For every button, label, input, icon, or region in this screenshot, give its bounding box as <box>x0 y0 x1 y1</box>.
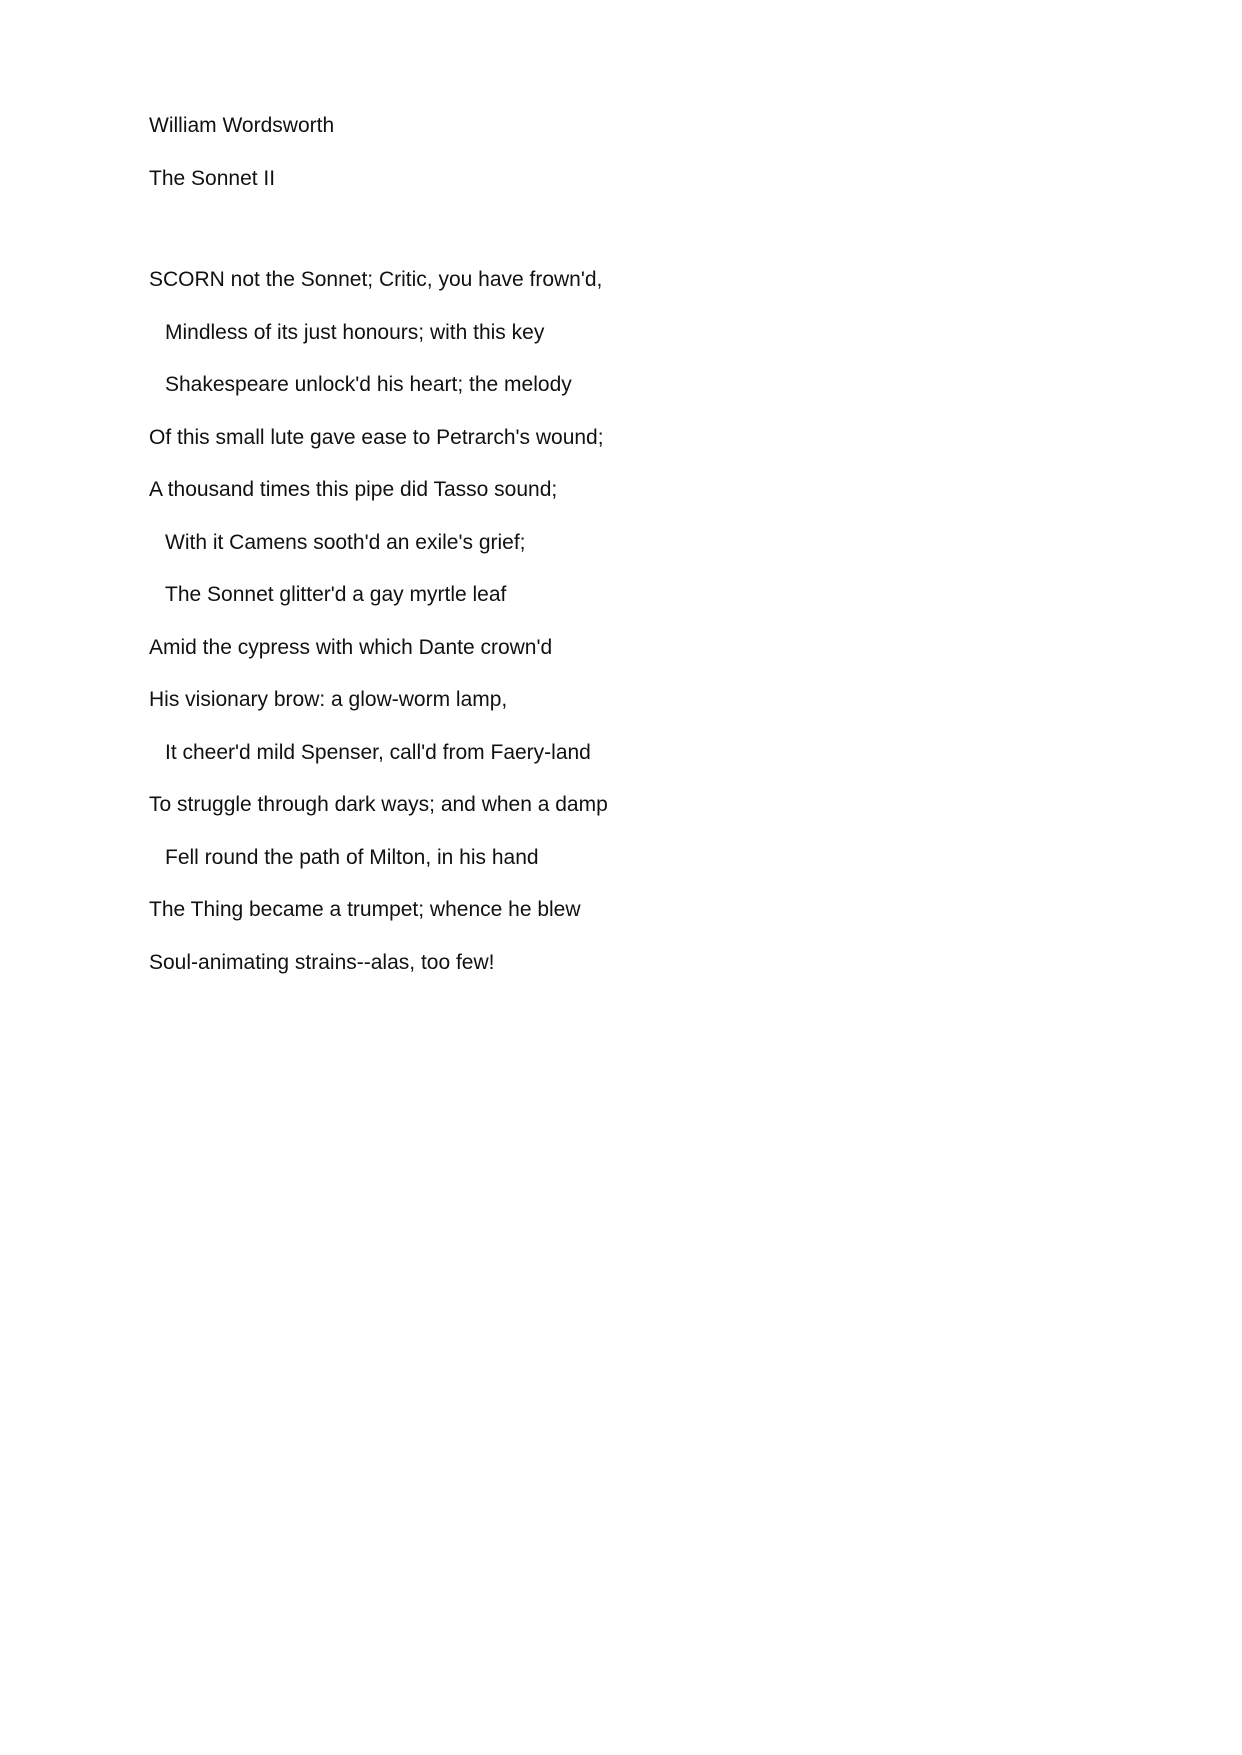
poem-line-14: Soul-animating strains--alas, too few! <box>149 950 495 974</box>
poem-line-8: Amid the cypress with which Dante crown'd <box>149 635 553 659</box>
poem-line-12: Fell round the path of Milton, in his hand <box>165 845 539 869</box>
poem-line-9: His visionary brow: a glow-worm lamp, <box>149 688 508 711</box>
poem-line-7: The Sonnet glitter'd a gay myrtle leaf <box>165 583 507 606</box>
poem-line-10: It cheer'd mild Spenser, call'd from Faery-land <box>165 740 591 764</box>
poem-line-11: To struggle through dark ways; and when a damp <box>149 793 608 816</box>
poem-line-1: SCORN not the Sonnet; Critic, you have frown'd, <box>149 268 603 291</box>
poem-line-3: Shakespeare unlock'd his heart; the melody <box>165 373 572 396</box>
poem-line-5: A thousand times this pipe did Tasso sound; <box>149 478 558 501</box>
poem-text-block <box>149 110 1049 999</box>
poem-line-2: Mindless of its just honours; with this key <box>165 320 545 344</box>
stanza-spacer <box>149 215 1049 264</box>
poem-author: William Wordsworth <box>149 114 335 137</box>
poem-line-6: With it Camens sooth'd an exile's grief; <box>165 530 526 554</box>
poem-line-13: The Thing became a trumpet; whence he blew <box>149 898 581 921</box>
poem-title: The Sonnet II <box>149 166 276 190</box>
poem-line-4: Of this small lute gave ease to Petrarch's wound; <box>149 425 604 449</box>
